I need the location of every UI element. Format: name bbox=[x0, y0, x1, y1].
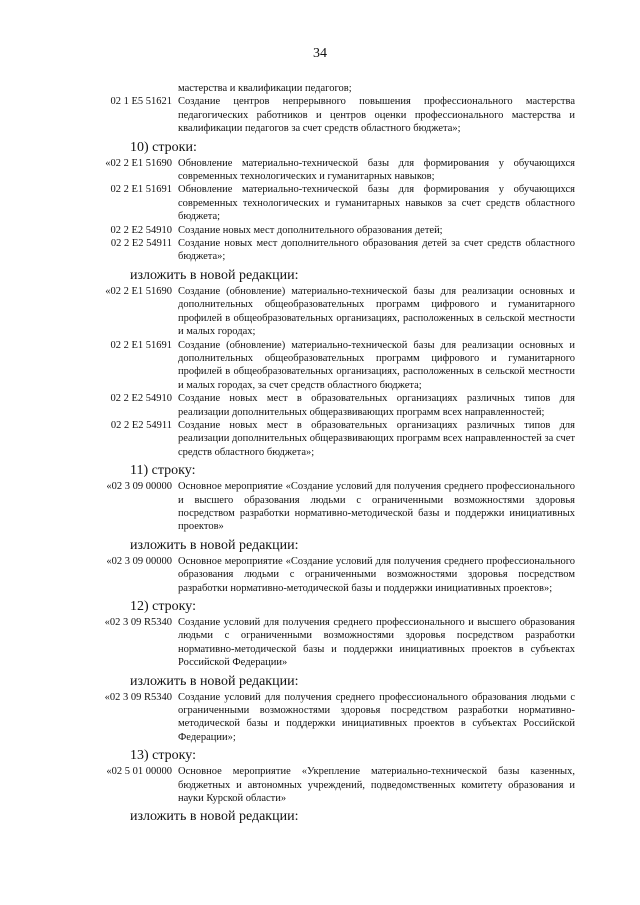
budget-code: 02 2 Е2 54910 bbox=[110, 224, 172, 236]
code-description: Создание (обновление) материально-технической базы для реализации основных и дополнительных общеобразовательных программ цифрового и гуманитарного профилей в общеобразовательных организациях, расположенных в сельской местности и малых городах; bbox=[178, 285, 575, 338]
section-heading: изложить в новой редакции: bbox=[130, 809, 299, 825]
code-row bbox=[90, 555, 575, 595]
code-row bbox=[90, 237, 575, 264]
code-description: Основное мероприятие «Создание условий для получения среднего профессионального образования людьми с ограниченными возможностями здоровья посредством разработки нормативно-методической базы и поддержки инициативных проектов»; bbox=[178, 555, 575, 594]
code-row bbox=[90, 419, 575, 459]
code-row bbox=[90, 95, 575, 135]
code-row bbox=[90, 285, 575, 339]
budget-code: 02 1 Е5 51621 bbox=[110, 96, 172, 108]
section-heading: изложить в новой редакции: bbox=[130, 537, 299, 553]
code-row bbox=[90, 765, 575, 805]
code-description: Создание условий для получения среднего профессионального и высшего образования людьми с ограниченными возможностями здоровья посредством разработки нормативно-методической базы и поддержки инициативных проектов в субъектах Российской Федерации» bbox=[178, 617, 575, 669]
budget-code bbox=[90, 82, 178, 95]
code-description: мастерства и квалификации педагогов; bbox=[178, 83, 352, 94]
code-row bbox=[90, 616, 575, 670]
budget-code: «02 3 09 R5340 bbox=[104, 691, 172, 703]
page-number: 34 bbox=[313, 46, 327, 61]
section-heading: 10) строки: bbox=[130, 139, 197, 155]
code-description: Обновление материально-технической базы для формирования у обучающихся современных технологических и гуманитарных навыков; bbox=[178, 157, 575, 183]
budget-code: 02 2 Е2 54910 bbox=[110, 393, 172, 405]
section-heading: изложить в новой редакции: bbox=[130, 267, 299, 283]
code-row bbox=[90, 392, 575, 419]
budget-code: 02 2 Е2 54911 bbox=[110, 419, 172, 431]
section-heading: 13) строку: bbox=[130, 748, 196, 764]
budget-code: «02 2 Е1 51690 bbox=[105, 285, 172, 297]
code-description: Создание центров непрерывного повышения профессионального мастерства педагогических работников и центров оценки профессионального мастерства и квалификации педагогов за счет средств областного бюджета»; bbox=[178, 96, 575, 135]
code-description: Основное мероприятие «Укрепление материально-технической базы казенных, бюджетных и автономных учреждений, подведомственных комитету образования и науки Курской области» bbox=[178, 766, 575, 805]
code-row bbox=[90, 157, 575, 184]
code-description: Создание новых мест дополнительного образования детей за счет средств областного бюджета»; bbox=[178, 238, 575, 263]
code-description: Создание новых мест в образовательных организациях различных типов для реализации дополнительных общеразвивающих программ всех направленностей; bbox=[178, 393, 575, 418]
code-description: Основное мероприятие «Создание условий для получения среднего профессионального и высшего образования людьми с ограниченными возможностями здоровья посредством разработки нормативно-методической базы и поддержки инициативных проектов» bbox=[178, 481, 575, 533]
code-description: Создание новых мест дополнительного образования детей; bbox=[178, 224, 443, 236]
code-row bbox=[90, 224, 575, 237]
document-body bbox=[90, 82, 575, 826]
code-row bbox=[90, 691, 575, 745]
code-row bbox=[90, 339, 575, 393]
code-row bbox=[90, 480, 575, 534]
code-row bbox=[90, 183, 575, 223]
budget-code: «02 2 Е1 51690 bbox=[105, 157, 172, 169]
code-row bbox=[90, 82, 575, 95]
code-description: Создание условий для получения среднего профессионального образования людьми с ограниченными возможностями здоровья посредством разработки нормативно-методической базы и поддержки инициативных проектов в субъектах Российской Федерации»; bbox=[178, 691, 575, 743]
code-description: Обновление материально-технической базы для формирования у обучающихся современных технологических и гуманитарных навыков за счет средств областного бюджета; bbox=[178, 184, 575, 223]
code-description: Создание (обновление) материально-технической базы для реализации основных и дополнительных общеобразовательных программ цифрового и гуманитарного профилей в общеобразовательных организациях, расположенных в сельской местности и малых городах, за счет средств областного бюджета; bbox=[178, 339, 575, 391]
section-heading: 12) строку: bbox=[130, 599, 196, 614]
budget-code: «02 3 09 00000 bbox=[106, 481, 172, 493]
budget-code: «02 5 01 00000 bbox=[106, 766, 172, 778]
budget-code: 02 2 Е2 54911 bbox=[110, 238, 172, 250]
code-description: Создание новых мест в образовательных организациях различных типов для реализации дополнительных общеразвивающих программ всех направленностей за счет средств областного бюджета»; bbox=[178, 419, 575, 458]
section-heading: 11) строку: bbox=[130, 463, 196, 479]
section-heading: изложить в новой редакции: bbox=[130, 673, 299, 689]
budget-code: 02 2 Е1 51691 bbox=[110, 339, 172, 351]
budget-code: «02 3 09 R5340 bbox=[104, 617, 172, 628]
budget-code: «02 3 09 00000 bbox=[106, 555, 172, 567]
budget-code: 02 2 Е1 51691 bbox=[110, 184, 172, 196]
